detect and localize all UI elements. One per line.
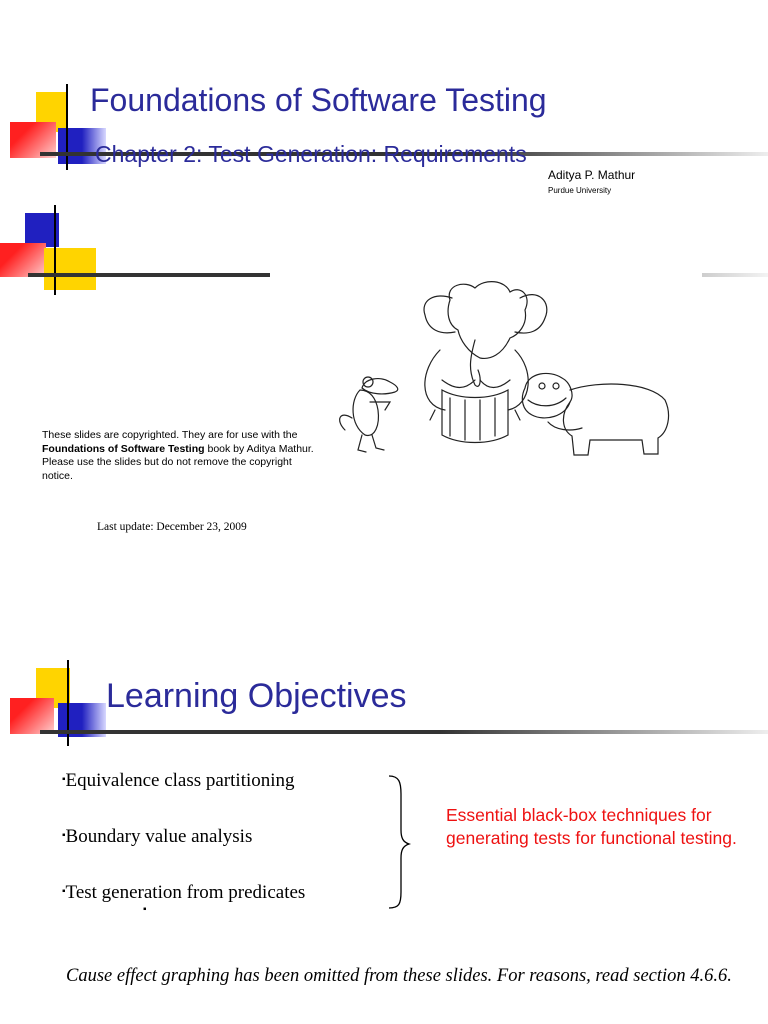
objective-text: Boundary value analysis	[65, 826, 253, 847]
bullet-marker: ▪	[62, 774, 66, 785]
animals-illustration	[270, 240, 702, 518]
objective-item	[62, 882, 305, 904]
slide-title: Foundations of Software Testing	[90, 82, 547, 118]
objective-text: Equivalence class partitioning	[65, 770, 295, 791]
objective-text: Test generation from predicates	[65, 882, 306, 903]
objective-item	[62, 770, 295, 792]
copyright-text-start: These slides are copyrighted. They are for use with the	[42, 429, 298, 441]
techniques-summary: Essential black-box techniques for generating tests for functional testing.	[446, 805, 737, 848]
copyright-text-end: book by Aditya Mathur. Please use the slides but do not remove the copyright notice.	[42, 442, 314, 482]
book-title: Foundations of Software Testing	[42, 442, 205, 455]
empty-bullet-marker: ▪	[143, 904, 147, 915]
copyright-notice	[42, 429, 317, 483]
omission-note: Cause effect graphing has been omitted from these slides. For reasons, read section 4.6.6.	[66, 966, 732, 986]
author-affiliation: Purdue University	[548, 186, 612, 195]
last-update: Last update: December 23, 2009	[97, 521, 247, 533]
objective-item	[62, 826, 252, 848]
bullet-marker: ▪	[62, 886, 66, 897]
bullet-marker: ▪	[62, 830, 66, 841]
slide-subtitle: Chapter 2: Test Generation: Requirements	[95, 141, 527, 167]
curly-brace	[385, 772, 415, 912]
objectives-title: Learning Objectives	[106, 677, 407, 715]
author-name: Aditya P. Mathur	[548, 168, 636, 182]
